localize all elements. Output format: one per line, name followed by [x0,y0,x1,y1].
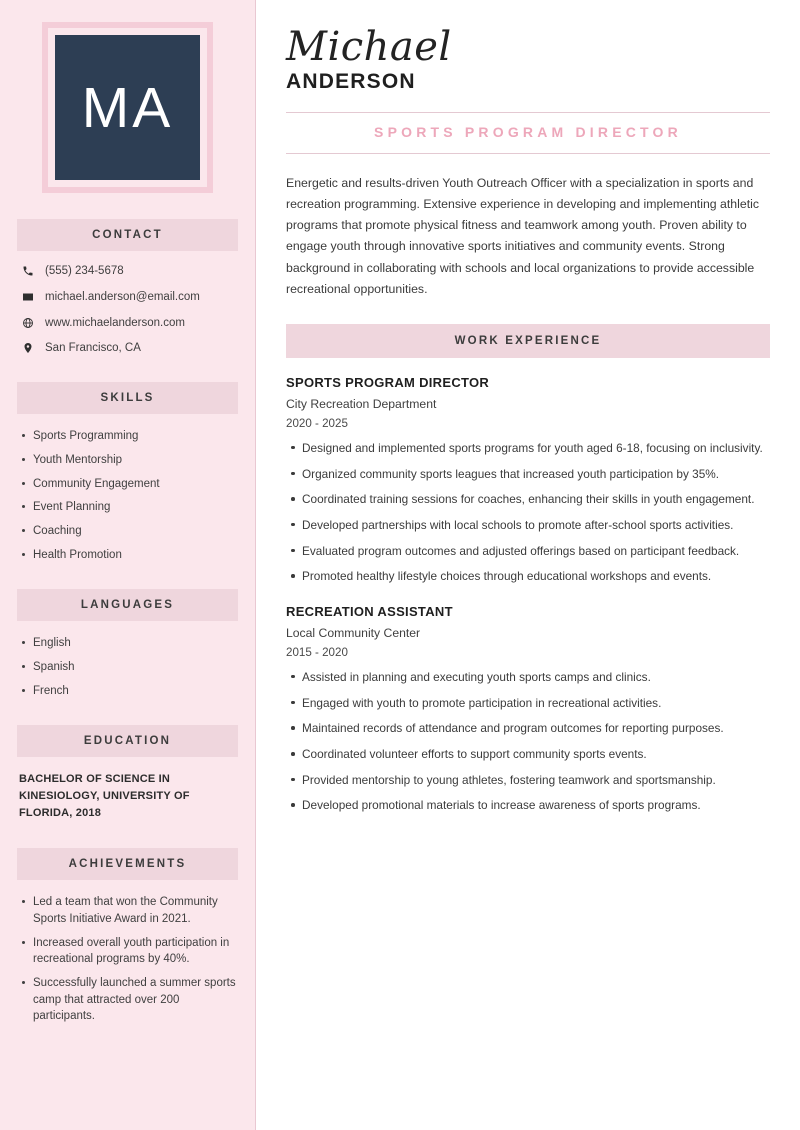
list-item: Provided mentorship to young athletes, fostering teamwork and sportsmanship. [302,772,770,790]
achievements-heading: ACHIEVEMENTS [17,848,238,880]
list-item: Event Planning [33,499,238,516]
list-item: Health Promotion [33,547,238,564]
list-item: Youth Mentorship [33,452,238,469]
list-item: Designed and implemented sports programs for youth aged 6-18, focusing on inclusivity. [302,440,770,458]
globe-icon [21,317,35,329]
list-item: Spanish [33,659,238,676]
last-name: ANDERSON [286,70,416,93]
skills-heading: SKILLS [17,382,238,414]
list-item: Increased overall youth participation in recreational programs by 40%. [33,935,238,968]
job-role-text: SPORTS PROGRAM DIRECTOR [374,124,682,140]
languages-heading: LANGUAGES [17,589,238,621]
monogram-frame [42,22,213,193]
job-entry-1 [286,375,770,586]
contact-list [21,265,238,356]
list-item: Coordinated training sessions for coaches, enhancing their skills in youth engagement. [302,491,770,509]
contact-item-email [21,291,238,305]
job-company: City Recreation Department [286,396,437,411]
list-item: Coordinated volunteer efforts to support community sports events. [302,746,770,764]
job-bullet-list [286,669,770,815]
list-item: French [33,683,238,700]
list-item: Community Engagement [33,476,238,493]
list-item: Successfully launched a summer sports camp that attracted over 200 participants. [33,975,238,1025]
job-dates: 2020 - 2025 [286,416,348,430]
list-item: Led a team that won the Community Sports Initiative Award in 2021. [33,894,238,927]
monogram-initials: MA [55,35,200,180]
job-entry-2 [286,604,770,815]
list-item: Sports Programming [33,428,238,445]
achievements-list [19,894,238,1025]
list-item: Engaged with youth to promote participation in recreational activities. [302,695,770,713]
list-item: Coaching [33,523,238,540]
location-pin-icon [21,342,35,354]
list-item: Promoted healthy lifestyle choices through educational workshops and events. [302,568,770,586]
sidebar [0,0,256,1130]
education-heading: EDUCATION [17,725,238,757]
list-item: Evaluated program outcomes and adjusted offerings based on participant feedback. [302,543,770,561]
contact-heading: CONTACT [17,219,238,251]
contact-website-text: www.michaelanderson.com [45,316,185,329]
main-content [256,0,800,1130]
list-item: Developed partnerships with local schools to promote after-school sports activities. [302,517,770,535]
languages-list [19,635,238,699]
name-block [286,26,770,94]
list-item: Developed promotional materials to increase awareness of sports programs. [302,797,770,815]
contact-email-text: michael.anderson@email.com [45,290,200,303]
envelope-icon [21,291,35,303]
work-experience-heading: WORK EXPERIENCE [286,324,770,358]
list-item: Maintained records of attendance and program outcomes for reporting purposes. [302,720,770,738]
contact-item-phone [21,265,238,279]
job-bullet-list [286,440,770,586]
education-text: BACHELOR OF SCIENCE IN KINESIOLOGY, UNIVERSITY OF FLORIDA, 2018 [19,773,190,820]
contact-item-website [21,317,238,331]
skills-list [19,428,238,563]
list-item: Assisted in planning and executing youth sports camps and clinics. [302,669,770,687]
contact-phone-text: (555) 234-5678 [45,265,124,277]
list-item: Organized community sports leagues that increased youth participation by 35%. [302,466,770,484]
contact-location-text: San Francisco, CA [45,342,141,355]
profile-summary: Energetic and results-driven Youth Outreach Officer with a specialization in sports and recreation programming. Extensive experience in developing and implementing athletic programs that promote physical fitness and teamwork among youth. Proven ability to engage youth through innovative sports initiatives and community events. Strong background in collaborating with schools and local organizations to provide accessible recreational opportunities. [286,176,760,296]
job-title: RECREATION ASSISTANT [286,603,453,619]
job-role-band [286,112,770,154]
job-company: Local Community Center [286,625,421,640]
contact-item-location [21,342,238,356]
phone-icon [21,265,35,277]
job-dates: 2015 - 2020 [286,645,348,659]
job-title: SPORTS PROGRAM DIRECTOR [286,374,490,390]
first-name: Michael [286,24,452,70]
list-item: English [33,635,238,652]
